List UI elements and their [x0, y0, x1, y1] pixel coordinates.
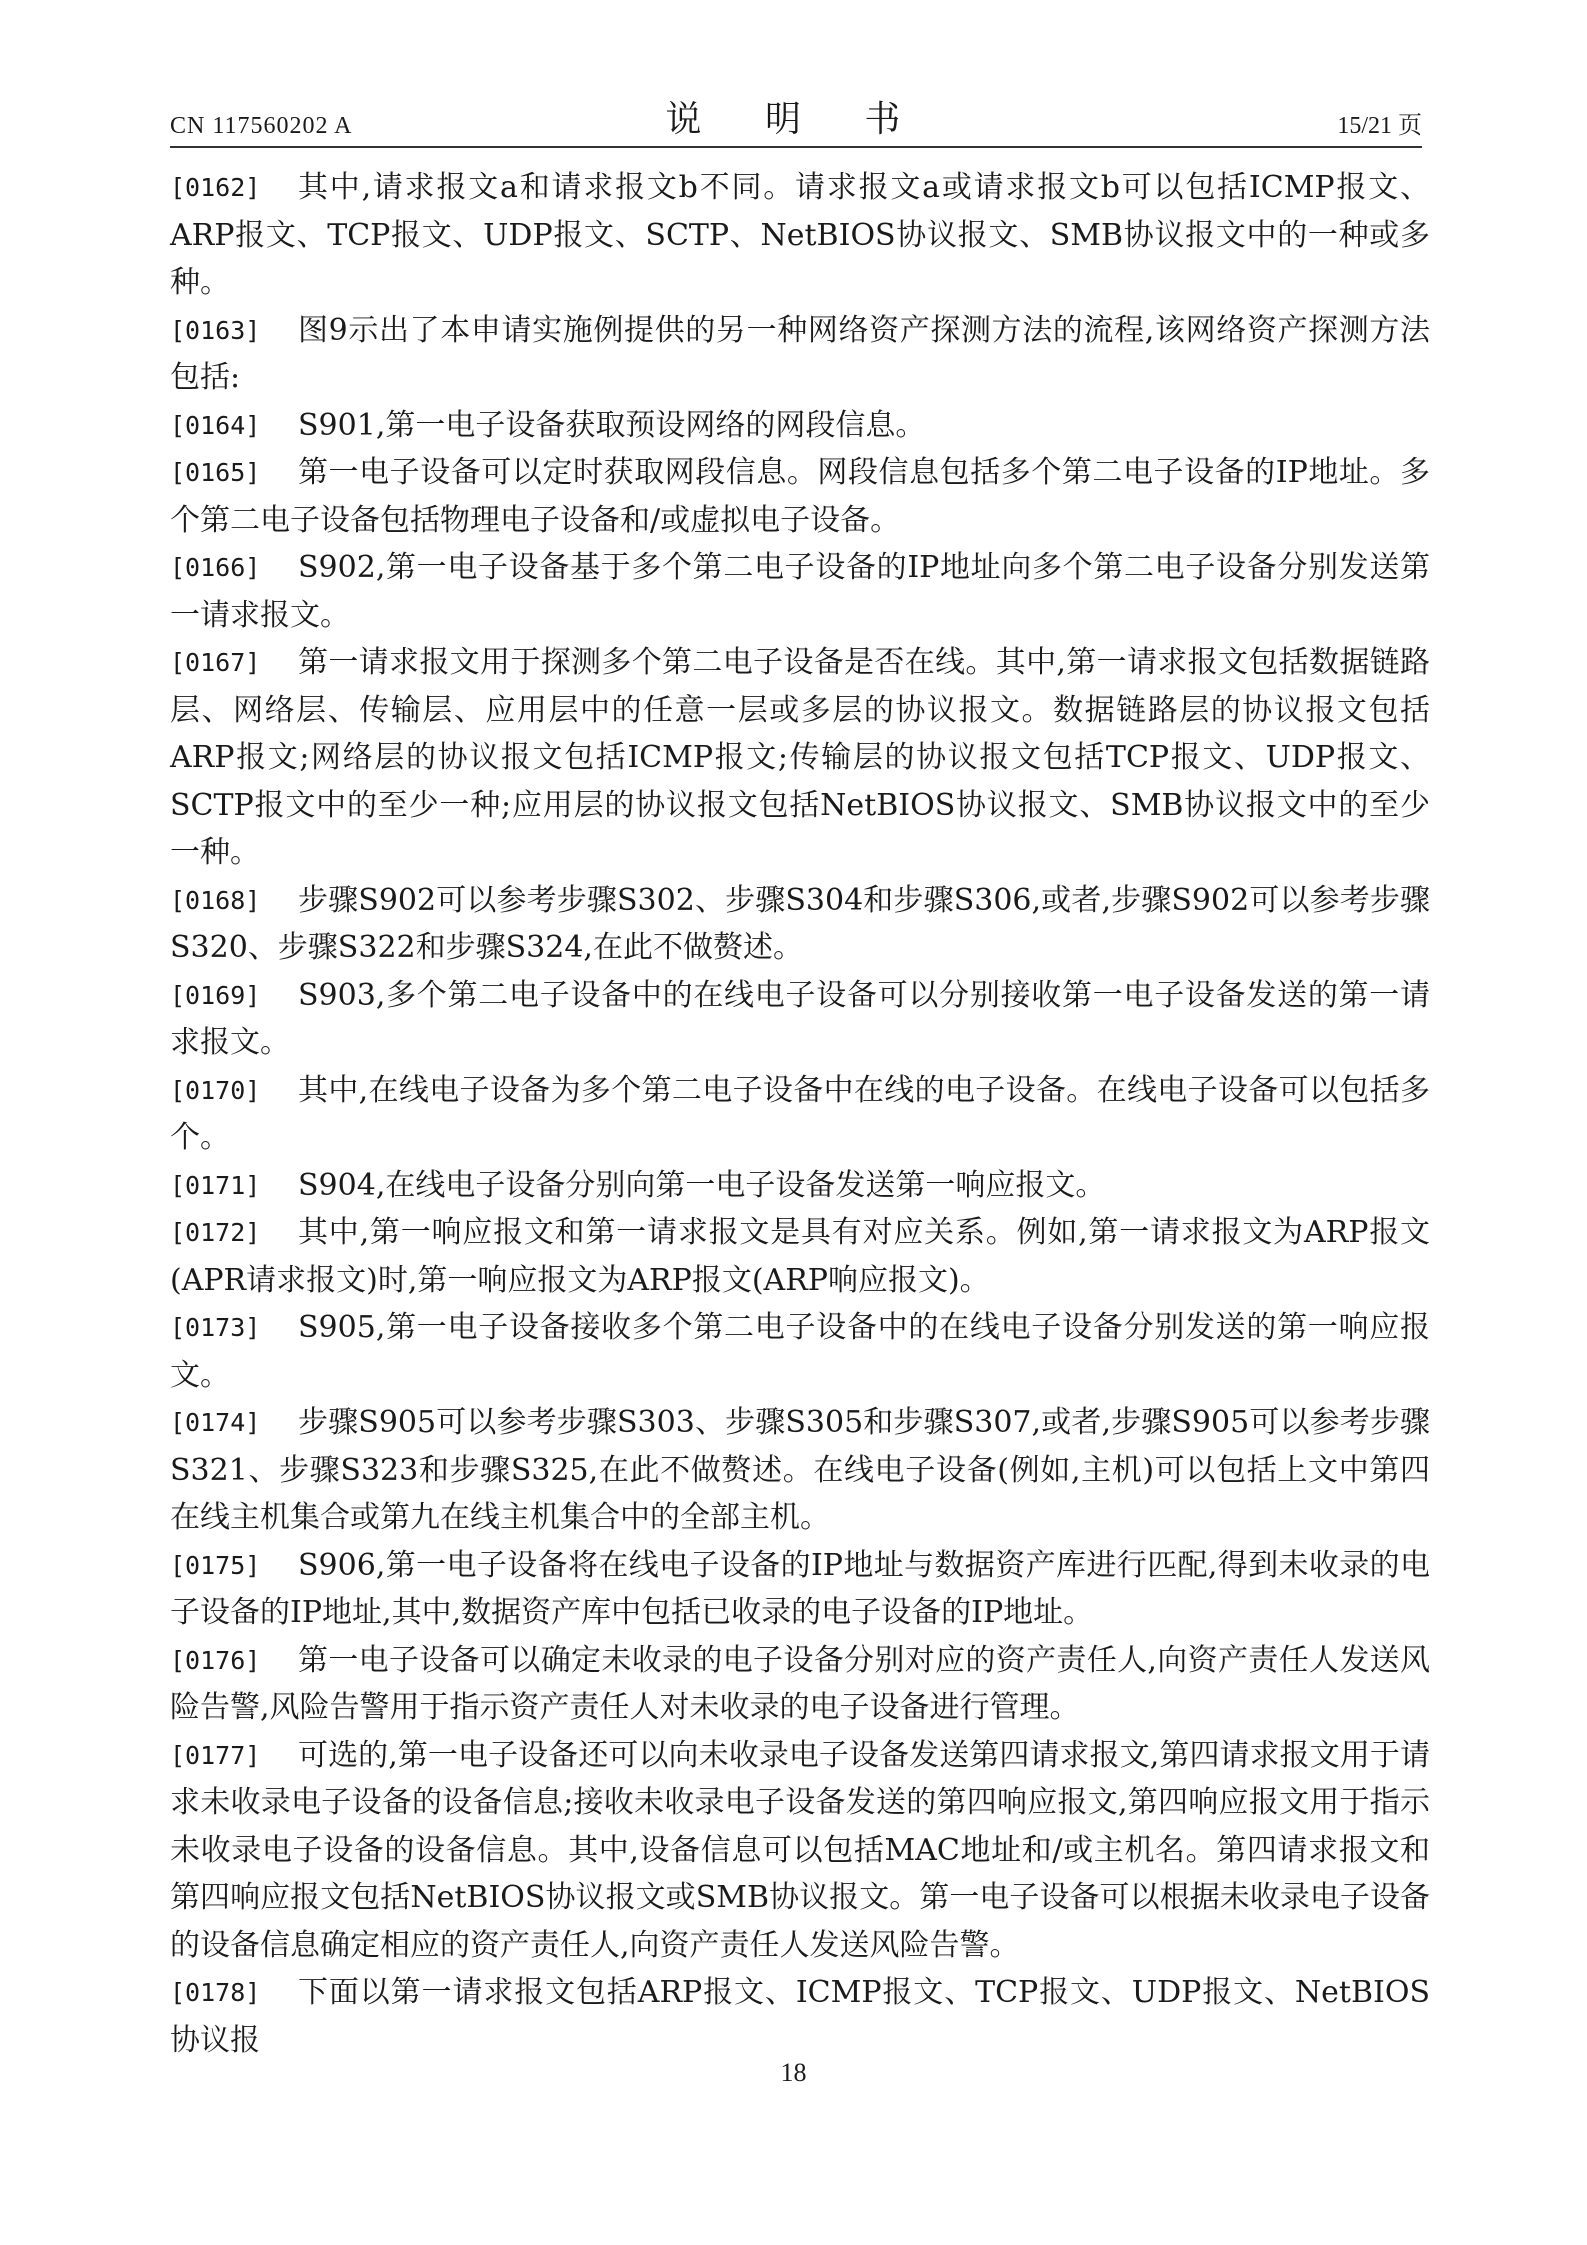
paragraph-number: [0176]	[170, 1645, 261, 1675]
paragraph	[170, 1732, 1430, 1970]
paragraph-text: S902,第一电子设备基于多个第二电子设备的IP地址向多个第二电子设备分别发送第一请求报文。	[170, 550, 1430, 633]
paragraph-number: [0166]	[170, 553, 261, 582]
paragraph	[170, 544, 1430, 639]
paragraph-text: 其中,在线电子设备为多个第二电子设备中在线的电子设备。在线电子设备可以包括多个。	[170, 1072, 1430, 1155]
paragraph	[170, 307, 1430, 402]
page-number: 18	[780, 2058, 807, 2087]
paragraph-text: S903,多个第二电子设备中的在线电子设备可以分别接收第一电子设备发送的第一请求报文。	[170, 977, 1430, 1060]
paragraph	[170, 164, 1430, 307]
paragraph-number: [0174]	[170, 1408, 261, 1437]
paragraph-number: [0164]	[170, 410, 261, 440]
document-title: 说 明 书	[665, 99, 927, 140]
paragraph-number: [0177]	[170, 1740, 261, 1770]
paragraph-text: 其中,请求报文a和请求报文b不同。请求报文a或请求报文b可以包括ICMP报文、ARP报文、TCP报文、UDP报文、SCTP、NetBIOS协议报文、SMB协议报文中的一种或多种。	[170, 170, 1430, 300]
paragraph	[170, 449, 1430, 544]
paragraph-number: [0171]	[170, 1170, 261, 1200]
paragraph	[170, 1209, 1430, 1304]
paragraph-number: [0172]	[170, 1218, 261, 1247]
document-body	[170, 164, 1430, 2064]
paragraph-text: S901,第一电子设备获取预设网络的网段信息。	[298, 407, 926, 443]
paragraph-number: [0173]	[170, 1313, 261, 1342]
paragraph	[170, 972, 1430, 1067]
page-indicator: 15/21 页	[1337, 113, 1422, 139]
paragraph	[170, 639, 1430, 877]
paragraph-text: 图9示出了本申请实施例提供的另一种网络资产探测方法的流程,该网络资产探测方法包括:	[170, 312, 1430, 395]
paragraph-number: [0168]	[170, 885, 261, 915]
paragraph	[170, 877, 1430, 972]
paragraph	[170, 1067, 1430, 1162]
paragraph	[170, 1542, 1430, 1637]
paragraph-text: S906,第一电子设备将在线电子设备的IP地址与数据资产库进行匹配,得到未收录的电子设备的IP地址,其中,数据资产库中包括已收录的电子设备的IP地址。	[170, 1547, 1430, 1630]
paragraph-number: [0175]	[170, 1550, 261, 1580]
paragraph-text: 步骤S905可以参考步骤S303、步骤S305和步骤S307,或者,步骤S905可以参考步骤S321、步骤S323和步骤S325,在此不做赘述。在线电子设备(例如,主机)可以包括上文中第四在线主机集合或第九在线主机集合中的全部主机。	[170, 1405, 1430, 1535]
paragraph-number: [0163]	[170, 315, 261, 345]
paragraph-text: 第一请求报文用于探测多个第二电子设备是否在线。其中,第一请求报文包括数据链路层、网络层、传输层、应用层中的任意一层或多层的协议报文。数据链路层的协议报文包括ARP报文;网络层的协议报文包括ICMP报文;传输层的协议报文包括TCP报文、UDP报文、SCTP报文中的至少一种;应用层的协议报文包括NetBIOS协议报文、SMB协议报文中的至少一种。	[170, 645, 1430, 870]
paragraph-text: 可选的,第一电子设备还可以向未收录电子设备发送第四请求报文,第四请求报文用于请求未收录电子设备的设备信息;接收未收录电子设备发送的第四响应报文,第四响应报文用于指示未收录电子设备的设备信息。其中,设备信息可以包括MAC地址和/或主机名。第四请求报文和第四响应报文包括NetBIOS协议报文或SMB协议报文。第一电子设备可以根据未收录电子设备的设备信息确定相应的资产责任人,向资产责任人发送风险告警。	[170, 1737, 1430, 1963]
paragraph-text: 步骤S902可以参考步骤S302、步骤S304和步骤S306,或者,步骤S902可以参考步骤S320、步骤S322和步骤S324,在此不做赘述。	[170, 882, 1430, 965]
header-divider	[170, 146, 1422, 148]
paragraph-number: [0167]	[170, 648, 261, 677]
paragraph-text: 第一电子设备可以确定未收录的电子设备分别对应的资产责任人,向资产责任人发送风险告警,风险告警用于指示资产责任人对未收录的电子设备进行管理。	[170, 1642, 1430, 1725]
paragraph-number: [0162]	[170, 173, 261, 202]
paragraph-number: [0170]	[170, 1075, 261, 1105]
paragraph-text: 第一电子设备可以定时获取网段信息。网段信息包括多个第二电子设备的IP地址。多个第二电子设备包括物理电子设备和/或虚拟电子设备。	[170, 455, 1430, 538]
paragraph-number: [0165]	[170, 458, 261, 487]
paragraph-text: 下面以第一请求报文包括ARP报文、ICMP报文、TCP报文、UDP报文、NetBIOS协议报	[170, 1975, 1430, 2058]
paragraph-number: [0169]	[170, 980, 261, 1010]
paragraph	[170, 1399, 1430, 1542]
paragraph-text: S904,在线电子设备分别向第一电子设备发送第一响应报文。	[298, 1167, 1106, 1203]
paragraph	[170, 1969, 1430, 2064]
paragraph-number: [0178]	[170, 1978, 261, 2007]
paragraph	[170, 1637, 1430, 1732]
paragraph-text: S905,第一电子设备接收多个第二电子设备中的在线电子设备分别发送的第一响应报文。	[170, 1310, 1430, 1393]
paragraph	[170, 402, 1430, 450]
page-header	[170, 96, 1422, 148]
paragraph	[170, 1304, 1430, 1399]
paragraph-text: 其中,第一响应报文和第一请求报文是具有对应关系。例如,第一请求报文为ARP报文(APR请求报文)时,第一响应报文为ARP报文(ARP响应报文)。	[170, 1215, 1430, 1298]
paragraph	[170, 1162, 1430, 1210]
patent-number: CN 117560202 A	[170, 113, 353, 139]
